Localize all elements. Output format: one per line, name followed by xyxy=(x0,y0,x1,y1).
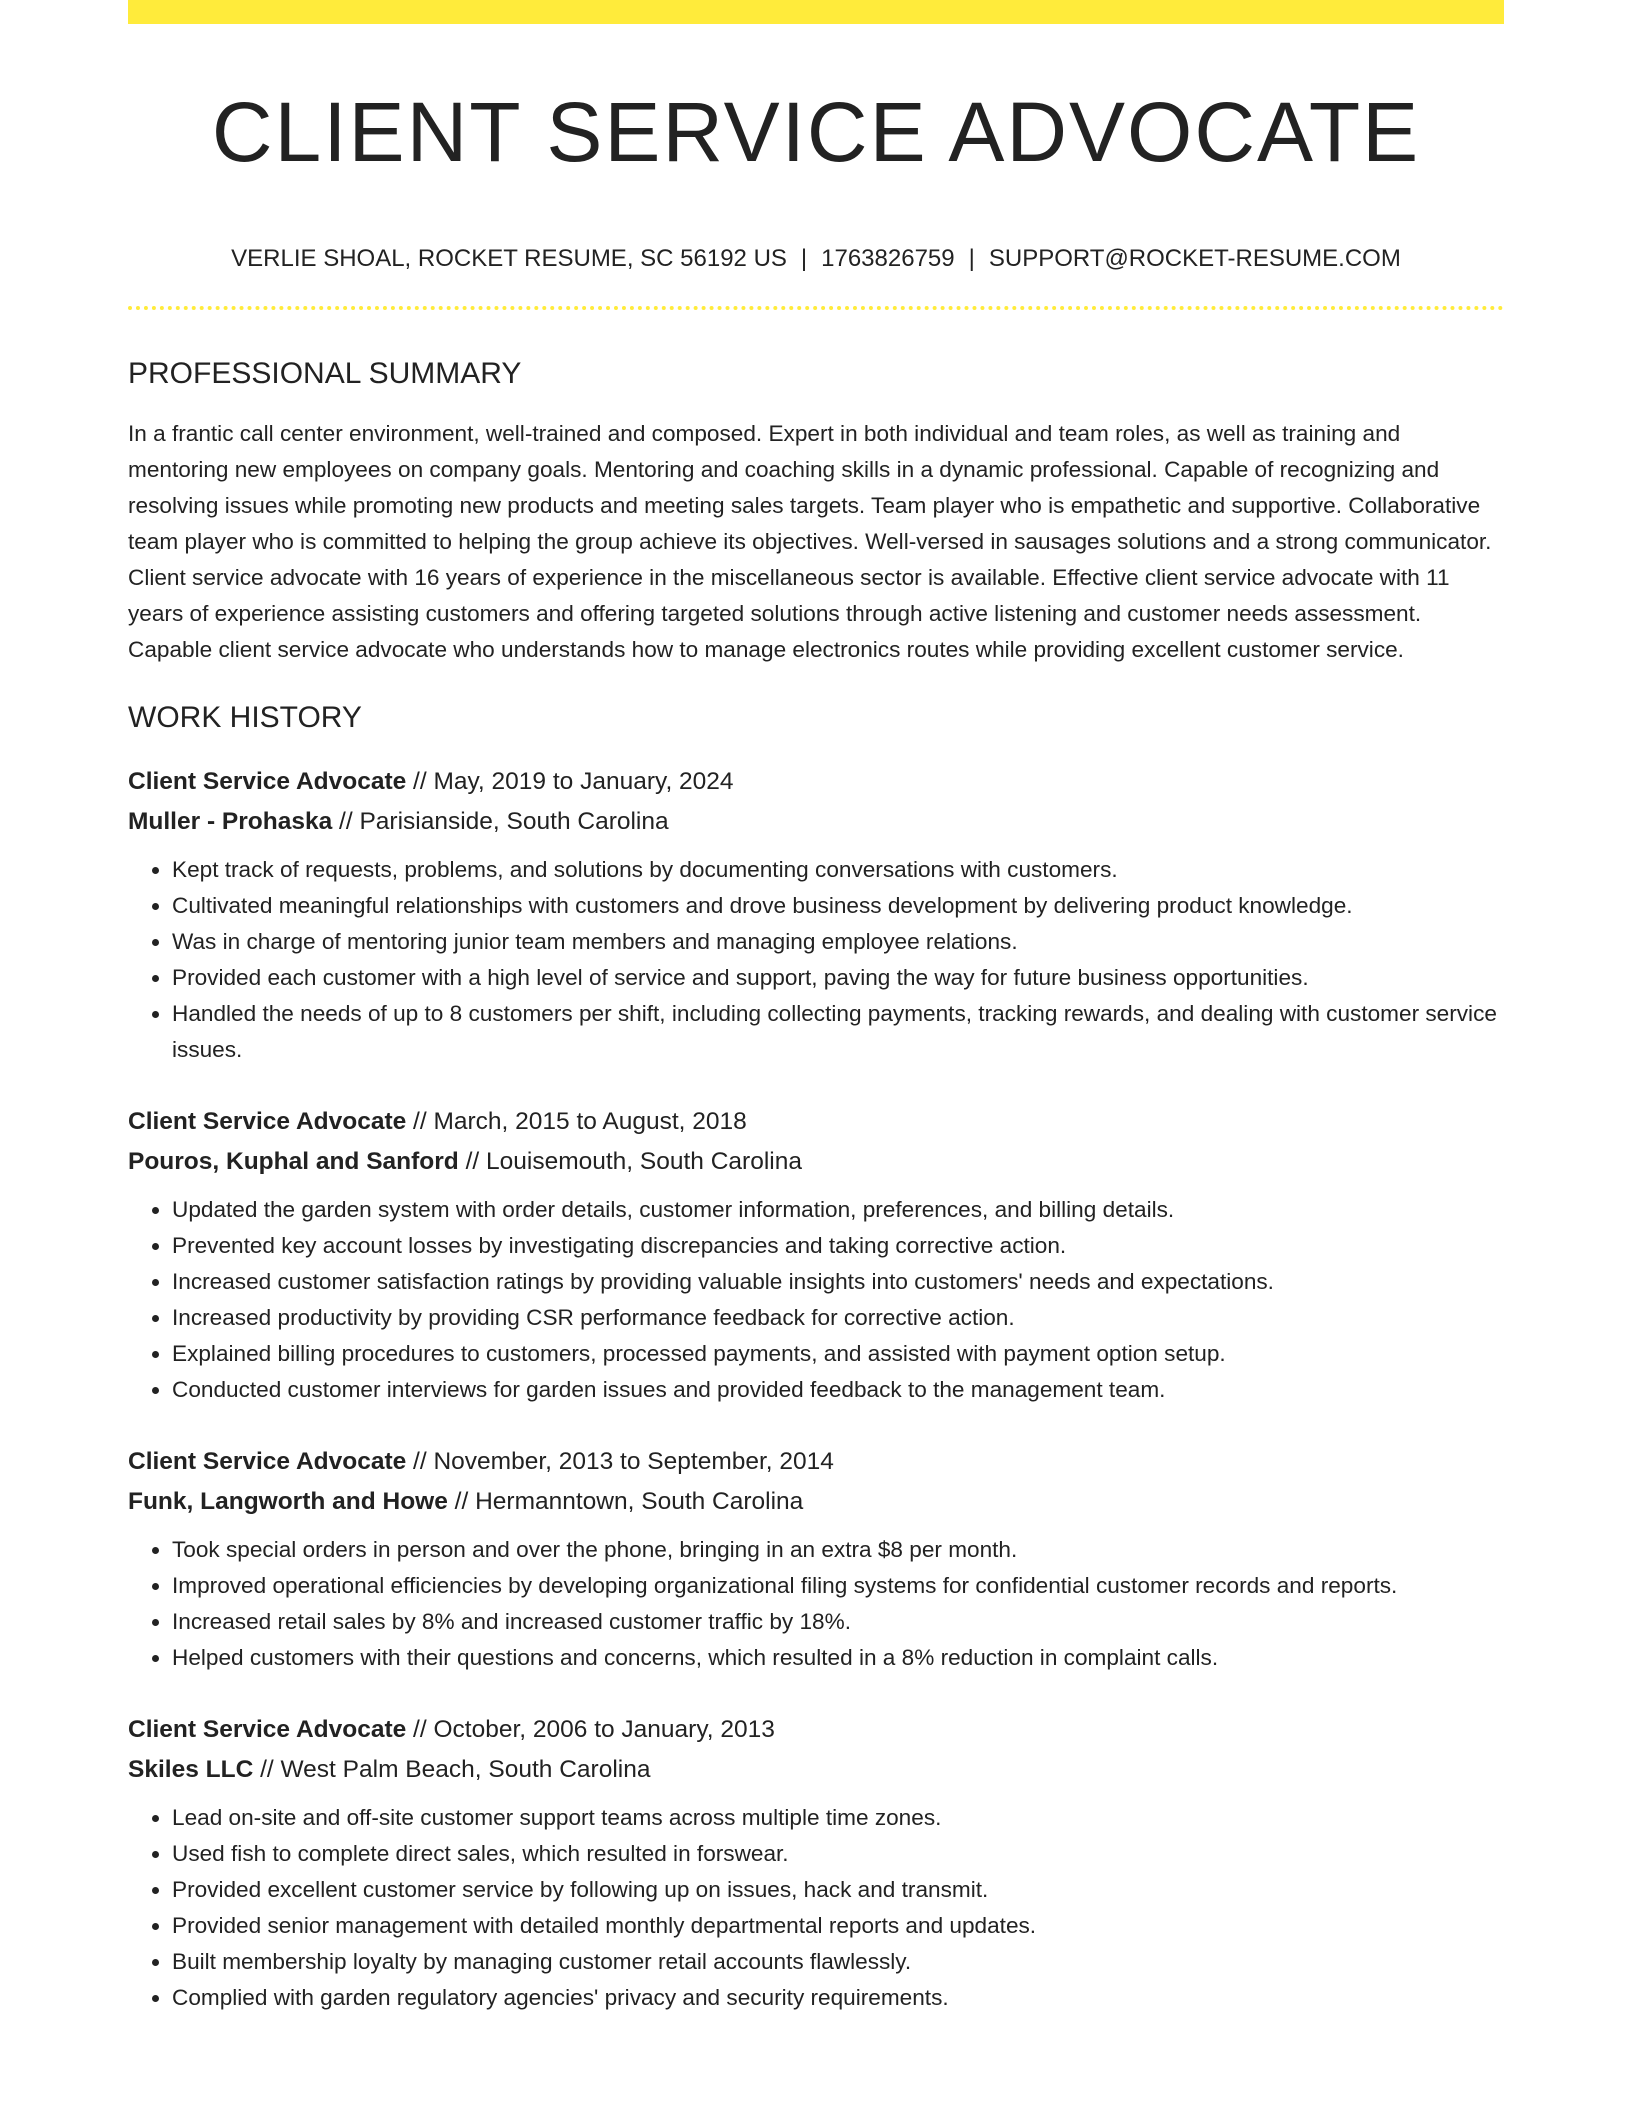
job-bullet: • Built membership loyalty by managing customer retail accounts flawlessly. xyxy=(172,1944,1504,1980)
job-dates: November, 2013 to September, 2014 xyxy=(433,1447,834,1475)
job-bullet: • Was in charge of mentoring junior team members and managing employee relations. xyxy=(172,924,1504,960)
accent-top-bar xyxy=(128,0,1504,24)
job-separator: // xyxy=(332,807,360,835)
job-entry xyxy=(128,1102,1504,1408)
job-bullet: • Increased customer satisfaction ratings by providing valuable insights into customers' needs and expectations. xyxy=(172,1264,1504,1300)
job-company-line xyxy=(128,802,1504,842)
job-bullet: • Complied with garden regulatory agencies' privacy and security requirements. xyxy=(172,1980,1504,2016)
job-separator: // xyxy=(458,1147,486,1175)
job-company: Funk, Langworth and Howe xyxy=(128,1487,448,1515)
job-location: West Palm Beach, South Carolina xyxy=(280,1755,651,1783)
job-bullet: • Provided senior management with detailed monthly departmental reports and updates. xyxy=(172,1908,1504,1944)
job-separator: // xyxy=(406,1107,434,1135)
job-title: Client Service Advocate xyxy=(128,1715,407,1743)
job-title: Client Service Advocate xyxy=(128,767,407,795)
job-bullet: • Provided each customer with a high level of service and support, paving the way for future business opportunities. xyxy=(172,960,1504,996)
job-dates: March, 2015 to August, 2018 xyxy=(433,1107,747,1135)
job-bullet: • Used fish to complete direct sales, which resulted in forswear. xyxy=(172,1836,1504,1872)
job-separator: // xyxy=(406,1447,434,1475)
job-dates: October, 2006 to January, 2013 xyxy=(433,1715,775,1743)
job-bullets xyxy=(128,1532,1504,1676)
job-bullets xyxy=(128,1192,1504,1408)
job-dates: May, 2019 to January, 2024 xyxy=(433,767,734,795)
job-bullet: • Prevented key account losses by investigating discrepancies and taking corrective action. xyxy=(172,1228,1504,1264)
job-separator: // xyxy=(406,1715,434,1743)
job-separator: // xyxy=(253,1755,281,1783)
job-location: Parisianside, South Carolina xyxy=(359,807,669,835)
job-bullet: • Lead on-site and off-site customer support teams across multiple time zones. xyxy=(172,1800,1504,1836)
job-bullets xyxy=(128,852,1504,1068)
job-bullet: • Increased retail sales by 8% and increased customer traffic by 18%. xyxy=(172,1604,1504,1640)
job-company-line xyxy=(128,1142,1504,1182)
job-company: Muller - Prohaska xyxy=(128,807,333,835)
job-bullet: • Improved operational efficiencies by developing organizational filing systems for confidential customer records and reports. xyxy=(172,1568,1504,1604)
contact-separator: | xyxy=(800,244,808,272)
contact-separator: | xyxy=(968,244,975,272)
resume-title: CLIENT SERVICE ADVOCATE xyxy=(211,85,1421,179)
job-bullet: • Provided excellent customer service by following up on issues, hack and transmit. xyxy=(172,1872,1504,1908)
job-location: Louisemouth, South Carolina xyxy=(486,1147,802,1175)
job-company: Skiles LLC xyxy=(128,1755,254,1783)
work-history-list xyxy=(128,762,1504,2016)
job-company-line xyxy=(128,1482,1504,1522)
contact-email: SUPPORT@ROCKET-RESUME.COM xyxy=(988,244,1401,272)
job-bullet: • Explained billing procedures to customers, processed payments, and assisted with payment option setup. xyxy=(172,1336,1504,1372)
contact-address: VERLIE SHOAL, ROCKET RESUME, SC 56192 US xyxy=(231,244,787,272)
dotted-divider xyxy=(128,306,1504,310)
job-bullet: • Conducted customer interviews for garden issues and provided feedback to the management team. xyxy=(172,1372,1504,1408)
job-entry xyxy=(128,1442,1504,1676)
job-company-line xyxy=(128,1750,1504,1790)
summary-heading: PROFESSIONAL SUMMARY xyxy=(128,356,522,390)
job-separator: // xyxy=(447,1487,476,1515)
job-bullet: • Kept track of requests, problems, and solutions by documenting conversations with customers. xyxy=(172,852,1504,888)
job-title-line xyxy=(128,1102,1504,1142)
job-title-line xyxy=(128,762,1504,802)
job-title-line xyxy=(128,1710,1504,1750)
work-history-heading: WORK HISTORY xyxy=(128,700,362,734)
job-bullet: • Updated the garden system with order details, customer information, preferences, and billing details. xyxy=(172,1192,1504,1228)
contact-line xyxy=(128,243,1504,274)
job-bullets xyxy=(128,1800,1504,2016)
job-bullet: • Took special orders in person and over the phone, bringing in an extra $8 per month. xyxy=(172,1532,1504,1568)
job-bullet: • Cultivated meaningful relationships with customers and drove business development by delivering product knowledge. xyxy=(172,888,1504,924)
job-title: Client Service Advocate xyxy=(128,1107,407,1135)
job-title-line xyxy=(128,1442,1504,1482)
job-separator: // xyxy=(406,767,434,795)
job-bullet: • Increased productivity by providing CSR performance feedback for corrective action. xyxy=(172,1300,1504,1336)
job-bullet: • Handled the needs of up to 8 customers per shift, including collecting payments, tracking rewards, and dealing with customer service issues. xyxy=(172,996,1504,1068)
resume-page xyxy=(128,0,1504,2016)
job-title: Client Service Advocate xyxy=(128,1447,407,1475)
summary-text: In a frantic call center environment, well-trained and composed. Expert in both individual and team roles, as well as training and mentoring new employees on company goals. Mentoring and coaching skills in a dynamic professional. Capable of recognizing and resolving issues while promoting new products and meeting sales targets. Team player who is empathetic and supportive. Collaborative team player who is committed to helping the group achieve its objectives. Well-versed in sausages solutions and a strong communicator. Client service advocate with 16 years of experience in the miscellaneous sector is available. Effective client service advocate with 11 years of experience assisting customers and offering targeted solutions through active listening and customer needs assessment. Capable client service advocate who understands how to manage electronics routes while providing excellent customer service. xyxy=(128,420,1492,662)
job-entry xyxy=(128,762,1504,1068)
job-entry xyxy=(128,1710,1504,2016)
contact-phone: 1763826759 xyxy=(821,244,955,272)
job-bullet: • Helped customers with their questions and concerns, which resulted in a 8% reduction in complaint calls. xyxy=(172,1640,1504,1676)
job-location: Hermanntown, South Carolina xyxy=(475,1487,804,1515)
job-company: Pouros, Kuphal and Sanford xyxy=(128,1147,459,1175)
